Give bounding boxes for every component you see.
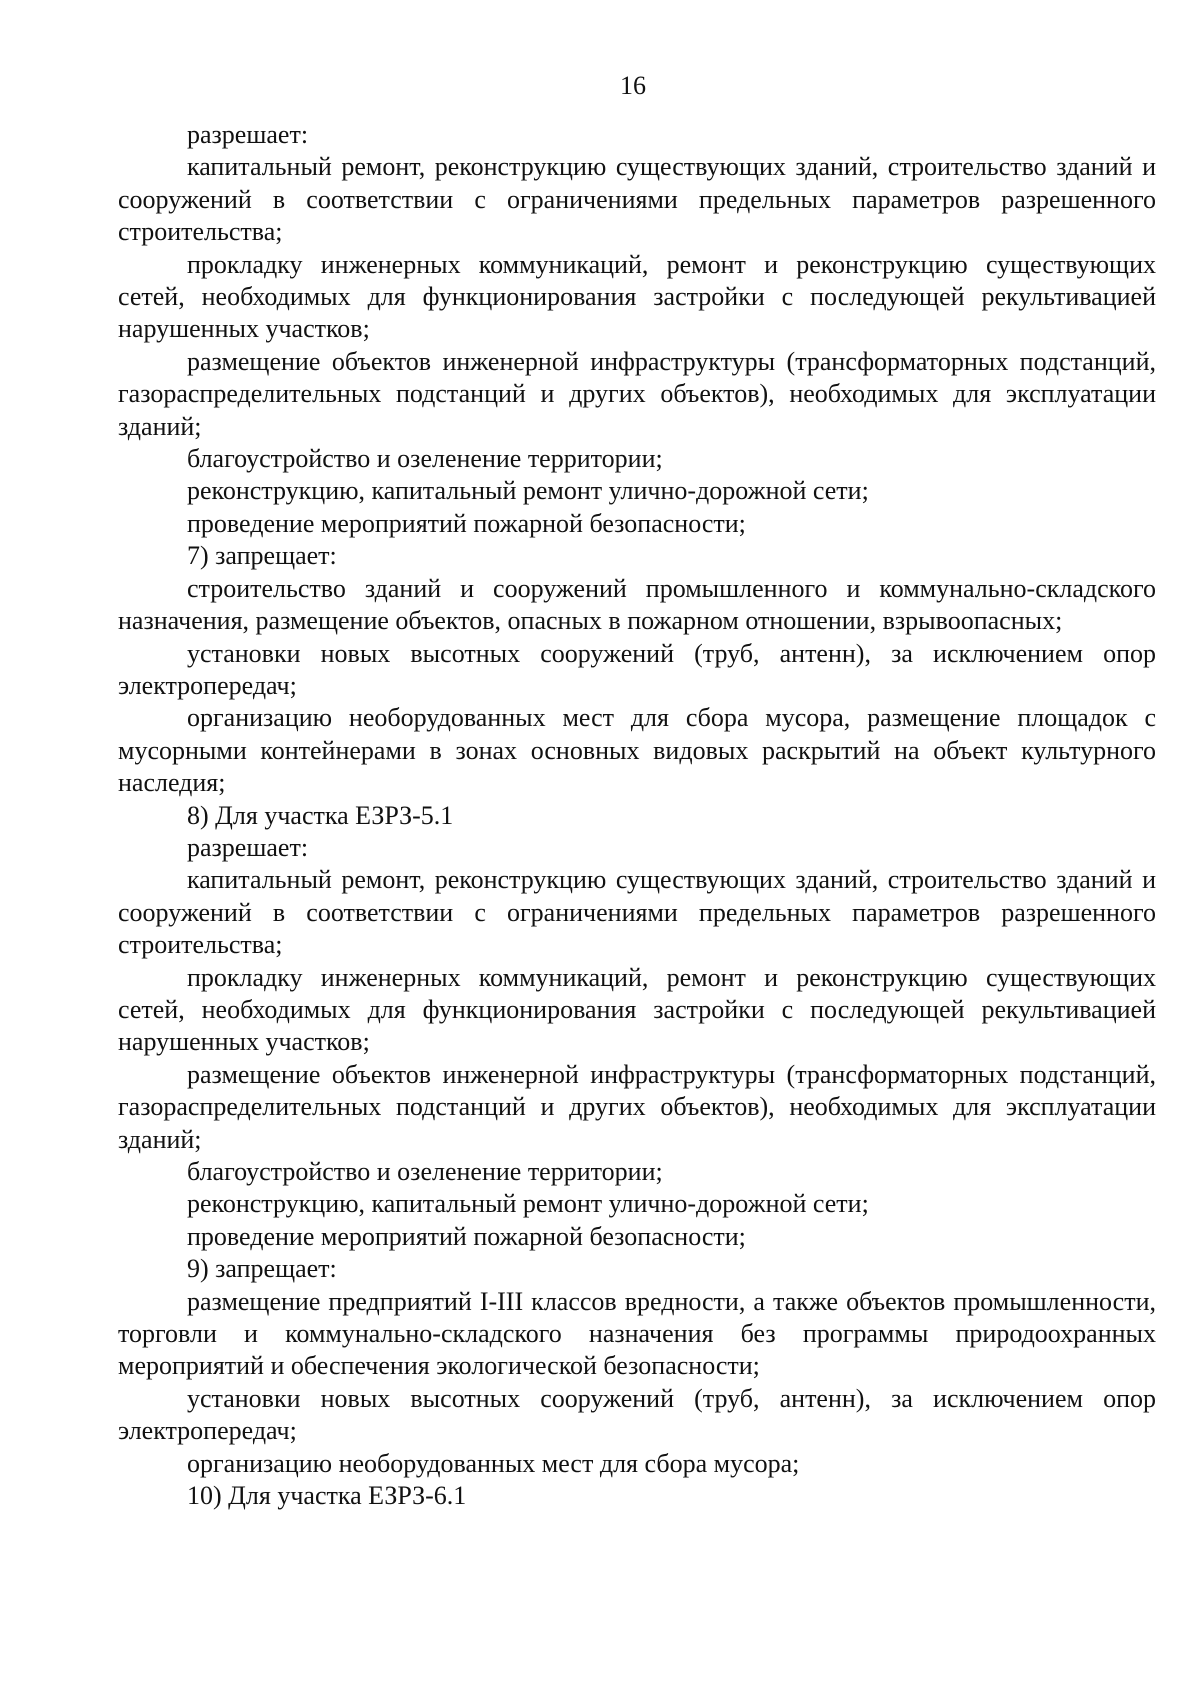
paragraph: разрешает: — [187, 832, 309, 862]
paragraph: капитальный ремонт, реконструкцию существующих зданий, строительство зданий и сооружений в соответствии с ограничениями предельных параметров разрешенного строительства; — [118, 152, 1156, 247]
list-item-heading: 7) запрещает: — [187, 541, 337, 571]
document-body — [118, 119, 1156, 1512]
paragraph: организацию необорудованных мест для сбора мусора; — [187, 1448, 800, 1478]
paragraph: размещение предприятий I-III классов вредности, а также объектов промышленности, торговли и коммунально-складского назначения без программы природоохранных мероприятий и обеспечения экологической безопасности; — [118, 1286, 1156, 1381]
paragraph: проведение мероприятий пожарной безопасности; — [187, 1221, 746, 1251]
paragraph: разрешает: — [187, 120, 309, 149]
paragraph: размещение объектов инженерной инфраструктуры (трансформаторных подстанций, газораспределительных подстанций и других объектов), необходимых для эксплуатации зданий; — [118, 1059, 1156, 1154]
page-number: 16 — [620, 71, 646, 100]
list-item-heading: 8) Для участка ЕЗРЗ-5.1 — [187, 800, 454, 830]
paragraph: размещение объектов инженерной инфраструктуры (трансформаторных подстанций, газораспределительных подстанций и других объектов), необходимых для эксплуатации зданий; — [118, 346, 1156, 441]
paragraph: благоустройство и озеленение территории; — [187, 1157, 663, 1186]
paragraph: реконструкцию, капитальный ремонт улично-дорожной сети; — [187, 476, 869, 506]
paragraph: прокладку инженерных коммуникаций, ремонт и реконструкцию существующих сетей, необходимых для функционирования застройки с последующей рекультивацией нарушенных участков; — [118, 962, 1156, 1057]
paragraph: строительство зданий и сооружений промышленного и коммунально-складского назначения, размещение объектов, опасных в пожарном отношении, взрывоопасных; — [118, 573, 1156, 636]
paragraph: капитальный ремонт, реконструкцию существующих зданий, строительство зданий и сооружений в соответствии с ограничениями предельных параметров разрешенного строительства; — [118, 865, 1156, 960]
list-item-heading: 10) Для участка ЕЗРЗ-6.1 — [187, 1481, 467, 1511]
paragraph: организацию необорудованных мест для сбора мусора, размещение площадок с мусорными контейнерами в зонах основных видовых раскрытий на объект культурного наследия; — [118, 703, 1156, 798]
paragraph: проведение мероприятий пожарной безопасности; — [187, 508, 746, 538]
paragraph: прокладку инженерных коммуникаций, ремонт и реконструкцию существующих сетей, необходимых для функционирования застройки с последующей рекультивацией нарушенных участков; — [118, 249, 1156, 344]
paragraph: реконструкцию, капитальный ремонт улично-дорожной сети; — [187, 1189, 869, 1219]
paragraph: установки новых высотных сооружений (труб, антенн), за исключением опор электропередач; — [118, 638, 1156, 700]
paragraph: установки новых высотных сооружений (труб, антенн), за исключением опор электропередач; — [118, 1383, 1156, 1446]
paragraph: благоустройство и озеленение территории; — [187, 444, 663, 474]
list-item-heading: 9) запрещает: — [187, 1254, 337, 1284]
